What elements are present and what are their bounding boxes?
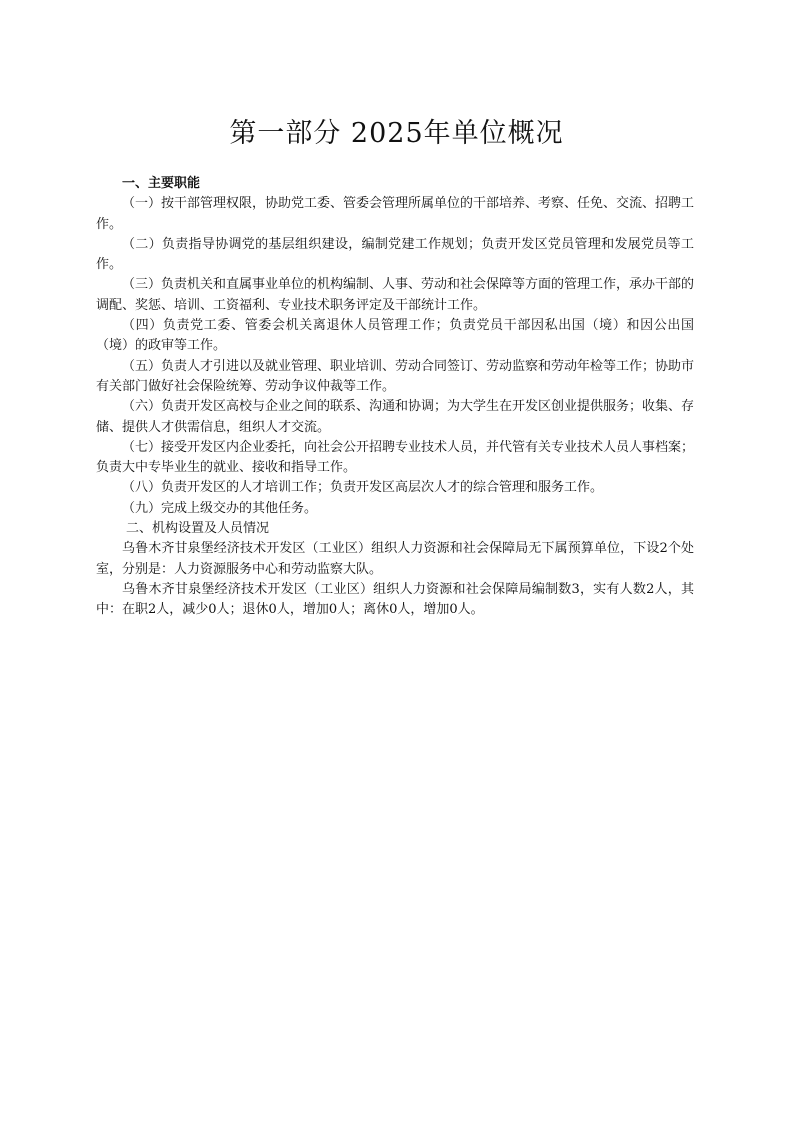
function-item: （八）负责开发区的人才培训工作；负责开发区高层次人才的综合管理和服务工作。 [122,480,604,496]
function-item: （六）负责开发区高校与企业之间的联系、沟通和协调；为大学生在开发区创业提供服务；收集、存储、提供人才供需信息，组织人才交流。 [96,399,695,435]
function-item: （二）负责指导协调党的基层组织建设，编制党建工作规划；负责开发区党员管理和发展党员等工作。 [96,236,694,273]
function-item: （九）完成上级交办的其他任务。 [122,500,318,516]
function-item: （四）负责党工委、管委会机关离退休人员管理工作；负责党员干部因私出国（境）和因公出国（境）的政审等工作。 [96,318,694,354]
function-item: （一）按干部管理权限，协助党工委、管委会管理所属单位的干部培养、考察、任免、交流、招聘工作。 [96,196,695,232]
document-body [96,174,694,621]
organization-paragraph: 乌鲁木齐甘泉堡经济技术开发区（工业区）组织人力资源和社会保障局无下属预算单位，下设2个处室，分别是：人力资源服务中心和劳动监察大队。 [96,541,694,577]
page-title: 第一部分 2025年单位概况 [229,118,564,149]
function-item: （五）负责人才引进以及就业管理、职业培训、劳动合同签订、劳动监察和劳动年检等工作；协助市有关部门做好社会保险统筹、劳动争议仲裁等工作。 [96,358,695,394]
section-heading-organization: 二、机构设置及人员情况 [126,521,270,537]
staffing-paragraph: 乌鲁木齐甘泉堡经济技术开发区（工业区）组织人力资源和社会保障局编制数3，实有人数2人，其中：在职2人，减少0人；退休0人，增加0人；离休0人，增加0人。 [96,581,694,618]
section-heading-main-functions: 一、主要职能 [122,176,201,191]
function-item: （三）负责机关和直属事业单位的机构编制、人事、劳动和社会保障等方面的管理工作，承办干部的调配、奖惩、培训、工资福利、专业技术职务评定及干部统计工作。 [96,277,695,313]
function-item: （七）接受开发区内企业委托，向社会公开招聘专业技术人员，并代管有关专业技术人员人事档案；负责大中专毕业生的就业、接收和指导工作。 [96,439,695,476]
